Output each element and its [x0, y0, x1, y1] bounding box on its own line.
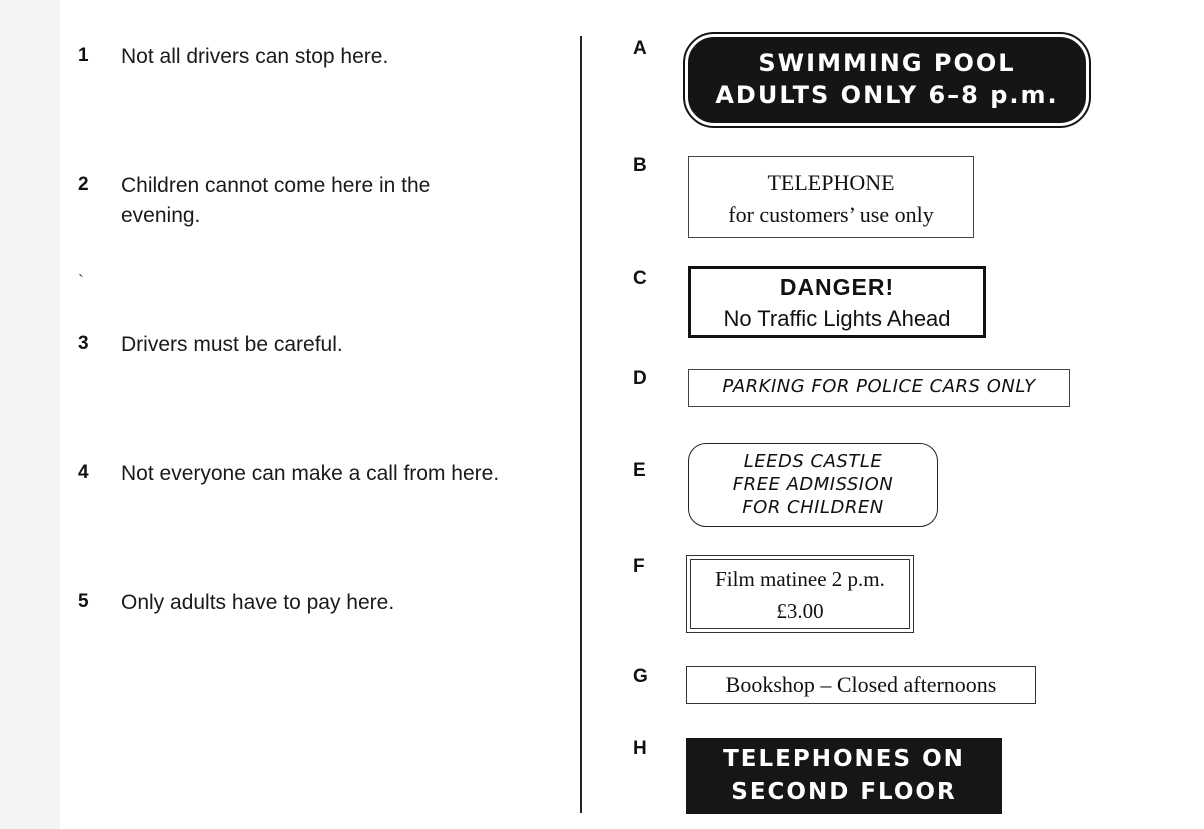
- sign-c-danger: [688, 266, 986, 338]
- stray-mark: `: [78, 272, 84, 292]
- question-text-1: Not all drivers can stop here.: [121, 45, 389, 68]
- question-number-1: 1: [78, 45, 89, 66]
- question-text-4: Not everyone can make a call from here.: [121, 462, 500, 485]
- sign-letter-d: D: [633, 368, 647, 389]
- sign-c-line-2: No Traffic Lights Ahead: [723, 306, 951, 331]
- sign-letter-a: A: [633, 38, 647, 59]
- sign-f-inner-frame: [690, 559, 910, 629]
- sign-h-line-2: SECOND FLOOR: [731, 779, 957, 805]
- sign-e-leeds-castle: [688, 443, 938, 527]
- question-text-2: [121, 171, 561, 231]
- question-number-4: 4: [78, 462, 89, 483]
- question-text-2-line-2: evening.: [121, 204, 201, 227]
- sign-e-line-3: FOR CHILDREN: [742, 497, 884, 518]
- sign-letter-c: C: [633, 268, 647, 289]
- sign-letter-h: H: [633, 738, 647, 759]
- sign-letter-b: B: [633, 155, 647, 176]
- sign-f-line-2: £3.00: [776, 599, 824, 623]
- sign-h-telephones: [686, 738, 1002, 814]
- sign-g-line-1: Bookshop – Closed afternoons: [725, 672, 997, 697]
- sign-letter-f: F: [633, 556, 645, 577]
- sign-f-line-1: Film matinee 2 p.m.: [715, 567, 885, 591]
- sign-e-line-1: LEEDS CASTLE: [743, 451, 883, 472]
- sign-d-parking: [688, 369, 1070, 407]
- sign-a-swimming-pool: [688, 37, 1086, 123]
- sign-d-line-1: PARKING FOR POLICE CARS ONLY: [722, 376, 1036, 397]
- sign-c-line-1: DANGER!: [779, 274, 895, 300]
- sign-a-line-2: ADULTS ONLY 6–8 p.m.: [715, 81, 1059, 109]
- question-text-2-line-1: Children cannot come here in the: [121, 174, 431, 197]
- sign-b-line-2: for customers’ use only: [728, 202, 934, 227]
- question-number-3: 3: [78, 333, 89, 354]
- question-text-3: Drivers must be careful.: [121, 333, 343, 356]
- sign-b-telephone: [688, 156, 974, 238]
- sign-h-line-1: TELEPHONES ON: [723, 746, 965, 772]
- question-text-5: Only adults have to pay here.: [121, 591, 395, 614]
- question-number-2: 2: [78, 174, 89, 195]
- sign-g-bookshop: [686, 666, 1036, 704]
- question-number-5: 5: [78, 591, 89, 612]
- sign-a-line-1: SWIMMING POOL: [758, 49, 1016, 77]
- sign-letter-g: G: [633, 666, 648, 687]
- column-divider: [580, 36, 582, 813]
- sign-f-film-matinee: [686, 555, 914, 633]
- sign-b-line-1: TELEPHONE: [767, 170, 895, 195]
- sign-e-line-2: FREE ADMISSION: [732, 474, 894, 495]
- sign-letter-e: E: [633, 460, 646, 481]
